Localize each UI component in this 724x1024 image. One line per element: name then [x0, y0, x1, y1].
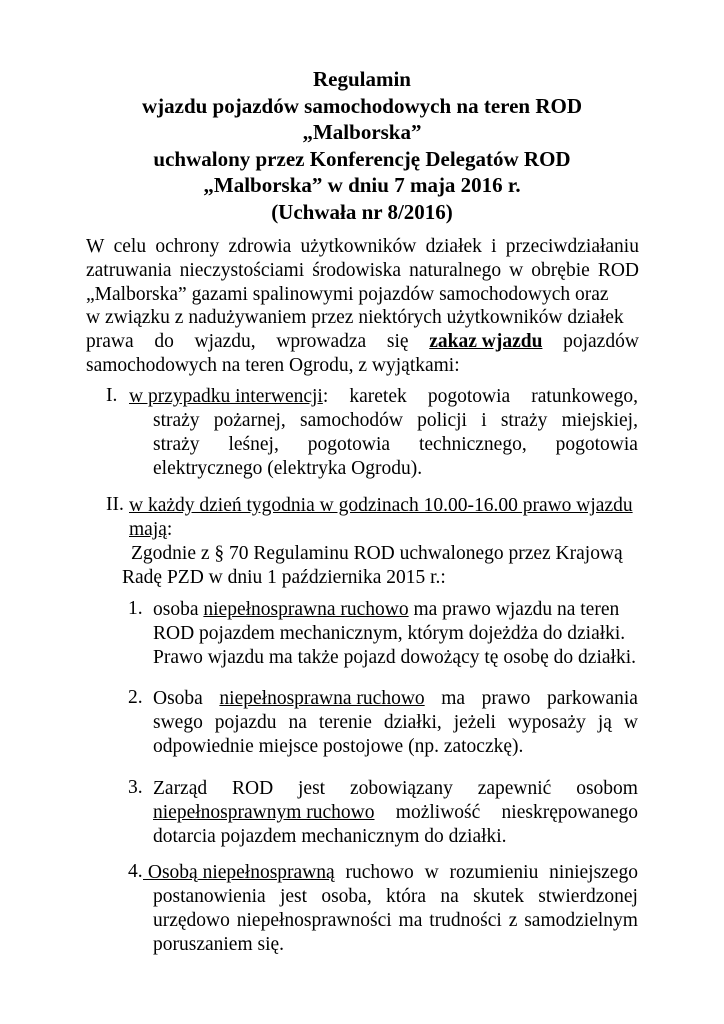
- word: zobowiązany: [349, 778, 453, 799]
- word: ruchowo: [345, 862, 414, 883]
- word: stwierdzonej: [538, 886, 638, 907]
- item-2-line-1: [153, 687, 638, 711]
- section-2: [129, 494, 638, 542]
- word: pożarnej,: [213, 410, 286, 431]
- item-1-line-2: ROD pojazdem mechanicznym, którym dojeżdża do działki.: [153, 622, 626, 644]
- section-1-line-1: [129, 385, 638, 409]
- section-1-underlined: w przypadku interwencji: [129, 386, 323, 407]
- word: użytkowników: [300, 236, 417, 257]
- word: straży: [153, 433, 200, 455]
- item-2-underlined: niepełnosprawna ruchowo: [219, 688, 425, 709]
- word: jest: [279, 886, 308, 907]
- section-1-line-2: [153, 409, 638, 433]
- item-4-first: [143, 861, 638, 885]
- word: wyposaży: [507, 711, 586, 733]
- title-line-6: (Uchwała nr 8/2016): [271, 199, 453, 224]
- word: urzędowo: [153, 909, 230, 931]
- word: pojazdu: [214, 711, 277, 733]
- word: ma: [398, 909, 423, 931]
- word: prawo: [481, 688, 531, 709]
- word: miejskiej,: [561, 410, 638, 431]
- section-2-marker: II.: [106, 494, 124, 515]
- item-2-pre: Osoba: [153, 688, 203, 709]
- intro-paragraph: [86, 235, 639, 378]
- word: nieskrępowanego: [501, 801, 638, 823]
- word: pogotowia: [307, 433, 391, 455]
- title-line-4: uchwalony przez Konferencję Delegatów ROD: [153, 146, 571, 171]
- word: obrębie: [531, 259, 590, 281]
- item-1: [153, 598, 638, 669]
- word: i: [481, 410, 487, 431]
- item-1-pre: osoba: [153, 599, 199, 620]
- word: samochodów: [300, 410, 403, 431]
- section-2-line-4: Radę PZD w dniu 1 października 2015 r.:: [122, 567, 446, 588]
- word: policji: [417, 410, 467, 431]
- title-line-1: Regulamin: [312, 67, 411, 91]
- word: działek: [425, 236, 482, 257]
- section-2-line-2-colon: :: [166, 518, 173, 540]
- section-1-line-4: elektrycznego (elektryka Ogrodu).: [153, 457, 423, 479]
- section-2-line-2: [129, 518, 638, 542]
- word: leśnej,: [228, 433, 279, 455]
- word: która: [386, 886, 427, 907]
- word: Zarząd: [153, 778, 208, 799]
- item-4: [153, 885, 638, 956]
- item-3-line-3: dotarcia pojazdem mechanicznym do działki.: [153, 825, 507, 847]
- word: celu: [113, 236, 147, 257]
- item-2: [153, 687, 638, 758]
- word: w: [424, 862, 439, 883]
- item-1-line-1: [153, 598, 638, 622]
- intro-line-3: „Malborska” gazami spalinowymi pojazdów samochodowych oraz: [86, 283, 609, 305]
- item-1-post: ma prawo wjazdu na teren: [413, 599, 620, 620]
- word: zapewnić: [477, 778, 552, 799]
- word: ratunkowego,: [531, 386, 638, 407]
- section-2-reference-2: [122, 566, 642, 590]
- word: straży: [500, 410, 548, 431]
- section-1-line-3: [153, 433, 638, 457]
- word: do: [154, 331, 174, 353]
- word: nieczystościami: [179, 259, 305, 281]
- title-line-5: „Malborska” w dniu 7 maja 2016 r.: [203, 173, 521, 197]
- title-line-2: wjazdu pojazdów samochodowych na teren ROD: [141, 93, 583, 118]
- item-4-line-3: [153, 909, 638, 933]
- word: ROD: [231, 778, 274, 799]
- intro-line-6: samochodowych na teren Ogrodu, z wyjątkami:: [86, 354, 460, 376]
- item-2-line-3: odpowiednie miejsce postojowe (np. zatoczkę).: [153, 735, 524, 757]
- word: z: [508, 909, 518, 931]
- word: prawa: [86, 331, 134, 353]
- document-title: [60, 66, 664, 225]
- word: rozumieniu: [449, 862, 539, 883]
- intro-line-1: [86, 235, 639, 259]
- word: w: [623, 711, 638, 733]
- word: w: [509, 259, 524, 281]
- item-3-line-1: [153, 777, 638, 801]
- word: straży: [153, 410, 200, 431]
- item-3-line-2: [153, 801, 638, 825]
- word: możliwość: [395, 801, 481, 823]
- intro-line-2: [86, 259, 639, 283]
- word: ma: [441, 688, 466, 709]
- section-1-continued: [153, 409, 638, 480]
- intro-line-5: [86, 330, 639, 354]
- section-1-heading: w przypadku interwencji:: [129, 386, 329, 407]
- intro-line-5-end: pojazdów: [563, 331, 639, 353]
- item-4-line-2: [153, 885, 638, 909]
- word: W: [86, 236, 105, 257]
- word: zatruwania: [86, 259, 172, 281]
- ban-emphasis: zakaz wjazdu: [429, 331, 543, 353]
- word: działki,: [383, 711, 442, 733]
- item-3-underlined: niepełnosprawnym ruchowo: [153, 801, 375, 823]
- word: naturalnego: [409, 259, 502, 281]
- word: technicznego,: [418, 433, 527, 455]
- word: ją: [597, 711, 612, 733]
- word: terenie: [318, 711, 372, 733]
- word: ochrony: [155, 236, 220, 257]
- word: przeciwdziałaniu: [505, 236, 639, 257]
- word: ROD: [597, 259, 639, 281]
- word: karetek: [349, 386, 407, 407]
- item-4-line-1: [143, 861, 638, 885]
- item-4-underlined: Osobą niepełnosprawną: [143, 862, 335, 883]
- word: niepełnosprawności: [236, 909, 392, 931]
- word: jeżeli: [453, 711, 496, 733]
- word: osobom: [576, 778, 638, 799]
- section-2-line-2-text: mają: [129, 518, 167, 540]
- word: samodzielnym: [524, 909, 638, 931]
- title-line-3: „Malborska”: [302, 120, 422, 144]
- item-1-underlined: niepełnosprawna ruchowo: [203, 599, 409, 620]
- word: się: [386, 331, 409, 353]
- word: na: [288, 711, 307, 733]
- word: na: [440, 886, 459, 907]
- word: osoba,: [321, 886, 372, 907]
- word: postanowienia: [153, 886, 266, 907]
- section-2-reference: [131, 542, 651, 566]
- section-2-line-1: w każdy dzień tygodnia w godzinach 10.00-16.00 prawo wjazdu: [129, 495, 633, 516]
- word: wprowadza: [276, 331, 367, 353]
- word: jest: [298, 778, 326, 799]
- word: wjazdu,: [194, 331, 256, 353]
- item-1-line-3: Prawo wjazdu ma także pojazd dowożący tę osobę do działki.: [153, 646, 636, 668]
- item-4-number: 4.: [128, 861, 143, 882]
- item-1-number: 1.: [128, 598, 143, 619]
- section-1-marker: I.: [106, 385, 118, 406]
- section-2-line-3: Zgodnie z § 70 Regulaminu ROD uchwalonego przez Krajową: [131, 543, 623, 564]
- word: trudności: [429, 909, 502, 931]
- item-3: [153, 777, 638, 848]
- word: środowiska: [312, 259, 402, 281]
- word: skutek: [473, 886, 524, 907]
- item-4-line-4: poruszaniem się.: [153, 933, 285, 955]
- item-3-number: 3.: [128, 777, 143, 798]
- item-2-line-2: [153, 711, 638, 735]
- section-1: [129, 385, 638, 409]
- word: i: [491, 236, 497, 257]
- item-2-number: 2.: [128, 687, 143, 708]
- word: niniejszego: [549, 862, 638, 883]
- word: pogotowia: [555, 433, 638, 455]
- intro-line-4: w związku z nadużywaniem przez niektórych użytkowników działek: [86, 307, 624, 329]
- word: parkowania: [547, 688, 638, 709]
- word: pogotowia: [427, 386, 511, 407]
- word: swego: [153, 711, 203, 733]
- word: zdrowia: [228, 236, 292, 257]
